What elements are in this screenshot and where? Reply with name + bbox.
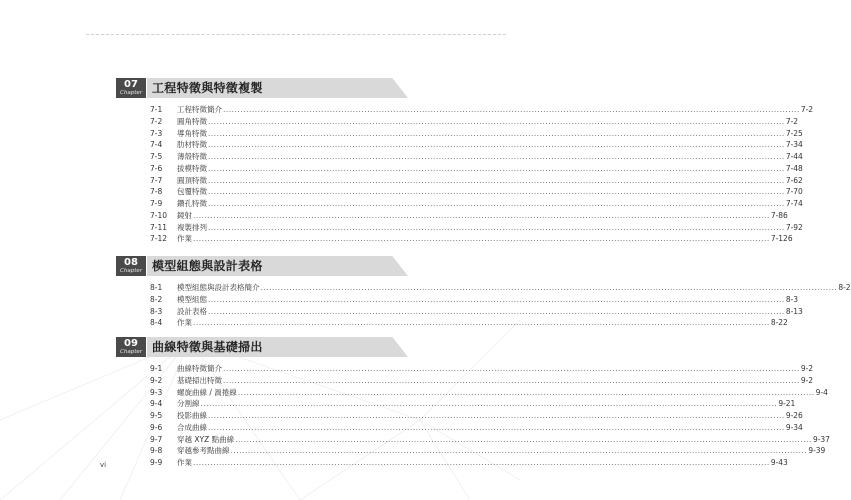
toc-entry: [150, 398, 796, 410]
toc-entry-title: 作業: [177, 458, 192, 467]
toc-entry-title: 拔模特徵: [177, 163, 207, 173]
toc-entry-title: 鑽孔特徵: [177, 199, 207, 208]
toc-entry-number: 9-4: [150, 399, 163, 409]
toc-entry-number: 9-3: [150, 387, 163, 397]
toc-entry: [150, 294, 799, 306]
toc-entry-number: 7-10: [150, 210, 168, 220]
toc-entry: [150, 163, 803, 175]
chapter-08: [116, 256, 851, 329]
toc-entry-title: 作業: [177, 234, 192, 244]
chapter-number-badge: [116, 78, 146, 98]
toc-entry-page: 9-4: [815, 387, 828, 397]
toc-entry-title: 模型組態: [177, 294, 207, 304]
toc-entry: [150, 434, 830, 446]
chapter-word: Chapter: [120, 349, 142, 355]
toc-entry-page: 9-39: [808, 446, 826, 456]
toc-dot-leader: ........................................................................................................................................................................................................: [208, 422, 785, 432]
toc-entry: [150, 186, 803, 198]
chapter-title: 模型組態與設計表格: [152, 259, 263, 273]
toc-entry: [150, 282, 851, 294]
toc-entry: [150, 422, 803, 434]
toc-entry-title: 分割線: [177, 399, 200, 409]
toc-entry-number: 7-12: [150, 234, 168, 244]
toc-entry: [150, 317, 788, 329]
toc-entry-number: 9-6: [150, 422, 163, 432]
toc-entry: [150, 175, 803, 187]
chapter-header: [116, 337, 408, 357]
toc-entry-number: 7-7: [150, 175, 163, 185]
toc-entry-number: 8-3: [150, 306, 163, 316]
toc-dot-leader: ........................................................................................................................................................................................................: [208, 140, 785, 150]
toc-entry-title: 複製排列: [177, 222, 207, 232]
chapter-07: [116, 78, 814, 245]
toc-entry-title: 穿越 XYZ 點曲線: [177, 434, 235, 444]
toc-entry-page: 9-34: [785, 422, 803, 432]
toc-dot-leader: ........................................................................................................................................................................................................: [208, 152, 785, 161]
chapter-header: [116, 78, 408, 98]
toc-entry-title: 投影曲線: [177, 411, 207, 420]
toc-entry: [150, 375, 814, 387]
toc-entry-title: 作業: [177, 318, 192, 328]
toc-entry: [150, 198, 803, 210]
toc-dot-leader: ........................................................................................................................................................................................................: [208, 294, 785, 304]
toc-entry-number: 7-8: [150, 187, 163, 197]
toc-entry-number: 7-11: [150, 222, 168, 232]
toc-entry-page: 8-22: [770, 318, 788, 328]
toc-entry: [150, 363, 814, 375]
toc-entry-title: 曲線特徵簡介: [177, 364, 222, 373]
toc-entry-number: 8-2: [150, 294, 163, 304]
toc-entry-page: 7-44: [785, 152, 803, 161]
chapter-number-badge: [116, 256, 146, 276]
toc-entry-title: 模型組態與設計表格簡介: [177, 283, 260, 292]
toc-entry: [150, 457, 788, 469]
toc-dot-leader: ........................................................................................................................................................................................................: [208, 116, 785, 126]
toc-entry-title: 導角特徵: [177, 128, 207, 138]
toc-entry-number: 9-5: [150, 411, 163, 420]
toc-entry-title: 鏡射: [177, 210, 192, 220]
toc-entry-number: 7-6: [150, 163, 163, 173]
top-dotted-rule: [86, 34, 506, 35]
toc-entry-number: 9-8: [150, 446, 163, 456]
toc-dot-leader: ........................................................................................................................................................................................................: [223, 375, 800, 385]
toc-entry: [150, 104, 814, 116]
toc-entry: [150, 306, 803, 318]
toc-entry-number: 7-3: [150, 128, 163, 138]
toc-entry-title: 薄殼特徵: [177, 152, 207, 161]
chapter-title: 工程特徵與特徵複製: [152, 81, 263, 95]
toc-list: [116, 363, 830, 469]
toc-dot-leader: ........................................................................................................................................................................................................: [208, 163, 785, 173]
toc-entry-title: 穿越參考點曲線: [177, 446, 230, 456]
toc-entry-title: 螺旋曲線 / 渦捲線: [177, 387, 237, 397]
toc-entry-page: 8-3: [785, 294, 799, 304]
toc-entry-page: 7-92: [785, 222, 803, 232]
toc-entry: [150, 116, 799, 128]
toc-entry-title: 基礎掃出特徵: [177, 375, 222, 385]
toc-entry-page: 7-62: [785, 175, 803, 185]
toc-entry-title: 合成曲線: [177, 422, 207, 432]
toc-dot-leader: ........................................................................................................................................................................................................: [208, 306, 785, 316]
chapter-number: 09: [124, 338, 138, 349]
toc-entry: [150, 222, 803, 234]
toc-entry-page: 7-74: [785, 199, 803, 208]
toc-entry-page: 9-21: [778, 399, 796, 409]
toc-entry-page: 9-2: [800, 375, 814, 385]
toc-list: [116, 282, 851, 329]
toc-list: [116, 104, 814, 245]
toc-entry: [150, 445, 826, 457]
chapter-number: 08: [124, 257, 138, 268]
toc-entry: [150, 410, 803, 422]
toc-dot-leader: ........................................................................................................................................................................................................: [235, 434, 812, 444]
toc-entry-title: 肋材特徵: [177, 140, 207, 150]
toc-dot-leader: ........................................................................................................................................................................................................: [193, 318, 770, 328]
toc-entry-page: 8-2: [838, 283, 851, 292]
toc-entry: [150, 210, 788, 222]
toc-dot-leader: ........................................................................................................................................................................................................: [260, 283, 838, 292]
toc-entry-page: 7-2: [785, 116, 799, 126]
toc-entry-number: 7-2: [150, 116, 163, 126]
chapter-number-badge: [116, 337, 146, 357]
toc-entry-number: 8-1: [150, 283, 163, 292]
toc-dot-leader: ........................................................................................................................................................................................................: [200, 399, 778, 409]
toc-entry-number: 9-1: [150, 364, 163, 373]
toc-entry-page: 7-48: [785, 163, 803, 173]
toc-entry-page: 7-25: [785, 128, 803, 138]
toc-entry-title: 工程特徵簡介: [177, 105, 222, 114]
toc-entry-number: 9-2: [150, 375, 163, 385]
toc-entry-title: 設計表格: [177, 306, 207, 316]
toc-entry-page: 7-86: [770, 210, 788, 220]
toc-entry-title: 圓角特徵: [177, 116, 207, 126]
toc-entry-title: 包覆特徵: [177, 187, 207, 197]
chapter-number: 07: [124, 79, 138, 90]
toc-dot-leader: ........................................................................................................................................................................................................: [237, 387, 815, 397]
toc-entry: [150, 139, 803, 151]
chapter-09: [116, 337, 830, 469]
toc-dot-leader: ........................................................................................................................................................................................................: [208, 128, 785, 138]
toc-entry-page: 7-2: [800, 105, 814, 114]
toc-entry-number: 7-1: [150, 105, 163, 114]
toc-entry-page: 9-2: [800, 364, 814, 373]
toc-entry: [150, 233, 793, 245]
toc-dot-leader: ........................................................................................................................................................................................................: [208, 199, 785, 208]
toc-dot-leader: ........................................................................................................................................................................................................: [223, 105, 800, 114]
toc-entry-number: 7-9: [150, 199, 163, 208]
toc-dot-leader: ........................................................................................................................................................................................................: [193, 234, 770, 244]
toc-dot-leader: ........................................................................................................................................................................................................: [223, 364, 800, 373]
page-number: vi: [100, 461, 107, 469]
toc-entry-number: 7-5: [150, 152, 163, 161]
toc-dot-leader: ........................................................................................................................................................................................................: [208, 411, 785, 420]
chapter-word: Chapter: [120, 268, 142, 274]
toc-entry: [150, 387, 828, 399]
toc-entry-number: 8-4: [150, 318, 163, 328]
toc-entry-number: 7-4: [150, 140, 163, 150]
toc-entry-page: 9-37: [812, 434, 830, 444]
toc-dot-leader: ........................................................................................................................................................................................................: [230, 446, 808, 456]
toc-entry-page: 7-126: [770, 234, 793, 244]
toc-entry: [150, 128, 803, 140]
toc-dot-leader: ........................................................................................................................................................................................................: [193, 458, 770, 467]
toc-entry: [150, 151, 803, 163]
toc-entry-page: 9-43: [770, 458, 788, 467]
toc-entry-page: 9-26: [785, 411, 803, 420]
toc-dot-leader: ........................................................................................................................................................................................................: [208, 222, 785, 232]
chapter-title: 曲線特徵與基礎掃出: [152, 340, 263, 354]
chapter-header: [116, 256, 408, 276]
toc-dot-leader: ........................................................................................................................................................................................................: [208, 187, 785, 197]
toc-dot-leader: ........................................................................................................................................................................................................: [208, 175, 785, 185]
toc-dot-leader: ........................................................................................................................................................................................................: [193, 210, 770, 220]
chapter-word: Chapter: [120, 90, 142, 96]
toc-entry-page: 8-13: [785, 306, 803, 316]
toc-entry-number: 9-9: [150, 458, 163, 467]
toc-entry-page: 7-34: [785, 140, 803, 150]
toc-entry-title: 圓頂特徵: [177, 175, 207, 185]
toc-entry-page: 7-70: [785, 187, 803, 197]
toc-entry-number: 9-7: [150, 434, 163, 444]
